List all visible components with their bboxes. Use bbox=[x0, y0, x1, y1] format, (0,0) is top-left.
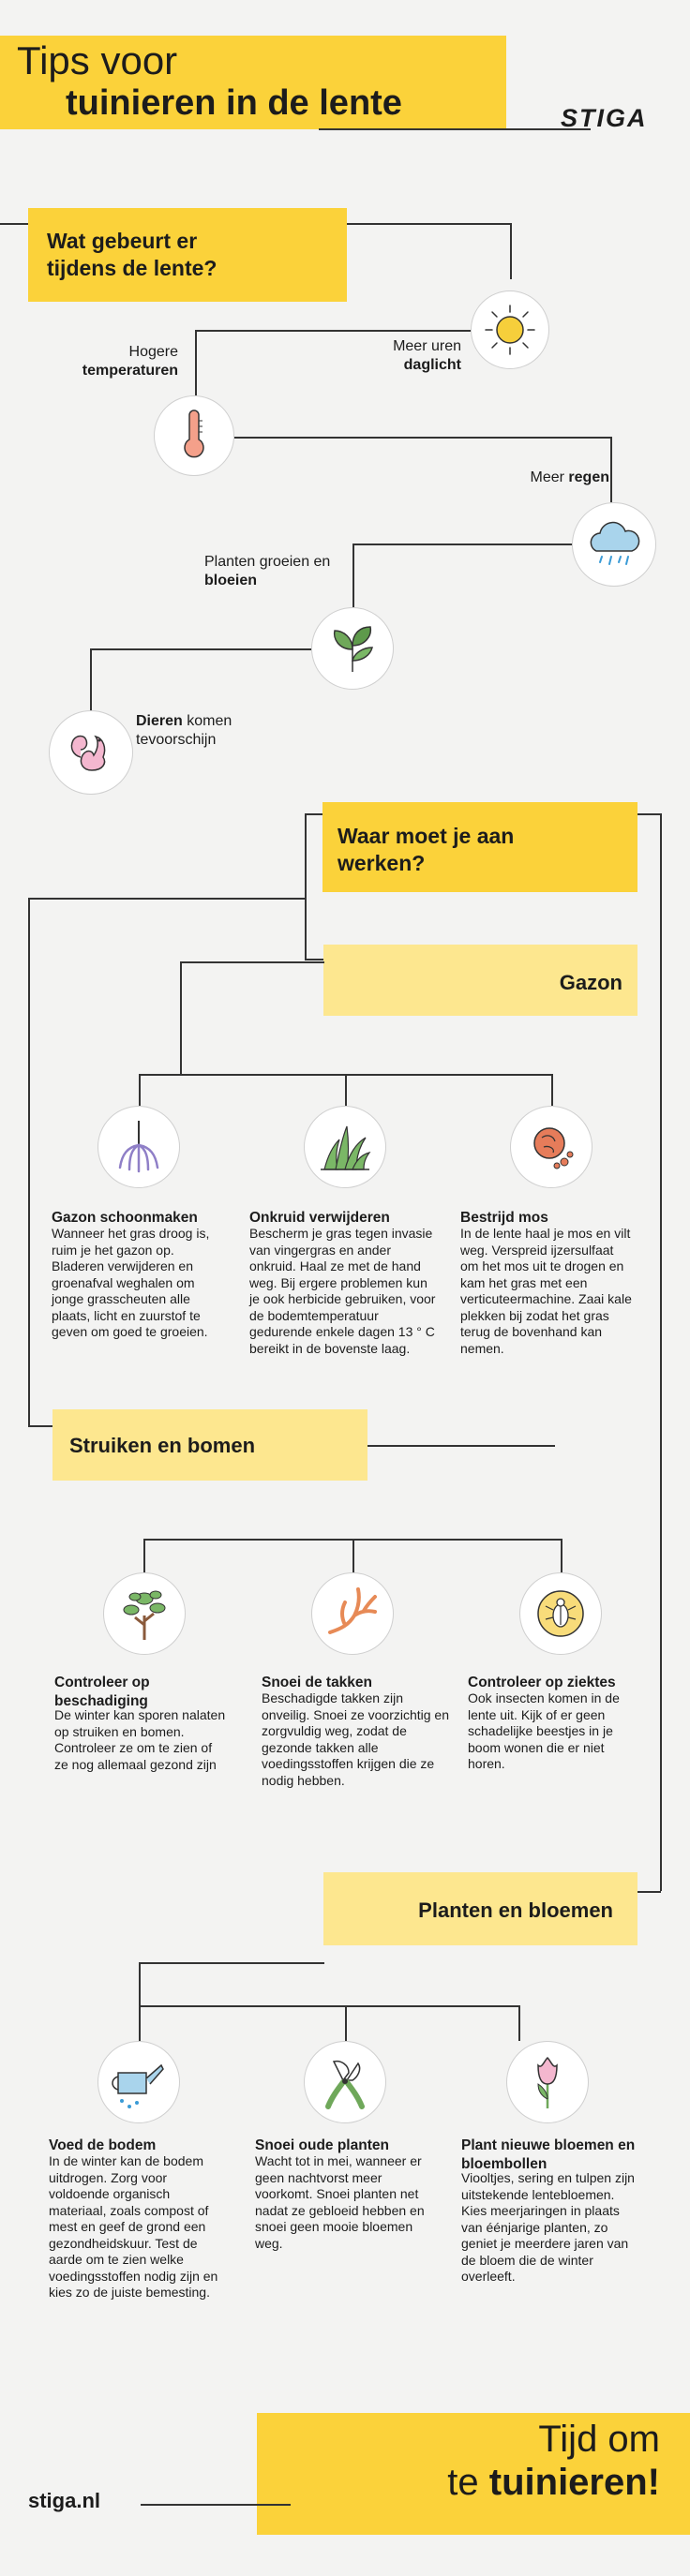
spring-heading: Wat gebeurt er tijdens de lente? bbox=[47, 229, 218, 280]
connector bbox=[139, 1962, 324, 1964]
spring-plants-label: Planten groeien en bloeien bbox=[204, 554, 331, 588]
spring-daylight-label: Meer uren daglicht bbox=[393, 338, 461, 373]
connector bbox=[139, 1074, 141, 1106]
sun-icon bbox=[480, 300, 540, 360]
connector bbox=[234, 437, 611, 439]
connector bbox=[551, 1074, 553, 1106]
lawn-tip-text: Bescherm je gras tegen invasie van vingergras en ander onkruid. Haal ze met de hand weg. Bij ergere problemen kun je ook herbicide gebruiken, voor de bodemtemperatuur gedurende enkele dagen 13 ° C bereikt in de bovenste laag. bbox=[249, 1226, 436, 1356]
connector bbox=[90, 648, 92, 712]
header-rule bbox=[319, 128, 591, 130]
squirrel-icon bbox=[60, 722, 122, 783]
rake-icon bbox=[109, 1117, 169, 1177]
connector bbox=[28, 898, 30, 1426]
plants-tip-title: Snoei oude planten bbox=[255, 2137, 389, 2153]
plants-tip-text: In de winter kan de bodem uitdrogen. Zorg voor voldoende organisch materiaal, zoals compost of mest en geef de grond een gezondheidskuur. Test de aarde om te zien welke voedingsstoffen nodig zijn en kies zo de juiste bemesting. bbox=[49, 2153, 218, 2300]
connector bbox=[28, 1425, 54, 1427]
tulip-circle bbox=[506, 2041, 589, 2123]
watering-can-icon bbox=[109, 2052, 169, 2112]
connector bbox=[139, 1962, 141, 2041]
thermometer-icon bbox=[166, 408, 222, 464]
sun-circle bbox=[471, 290, 549, 369]
plants-tip-text: Viooltjes, sering en tulpen zijn uitstekende lentebloemen. Kies meerjaringen in plaats van éénjarige planten, zo geniet je meerdere jaren van de bloem die de winter overleeft. bbox=[461, 2170, 635, 2284]
connector bbox=[368, 1445, 555, 1447]
connector bbox=[518, 2005, 520, 2041]
plants-tip-title: Plant nieuwe bloemen en bloembollen bbox=[461, 2137, 636, 2172]
connector bbox=[352, 1539, 354, 1572]
plants-tip-title: Voed de bodem bbox=[49, 2137, 157, 2153]
connector bbox=[180, 961, 182, 1074]
connector bbox=[195, 330, 197, 395]
connector bbox=[28, 898, 306, 900]
lawn-tip-text: In de lente haal je mos en vilt weg. Verspreid ijzersulfaat om het mos uit te drogen en kam het gras met een verticuteermachine. Zaai kale plekken bij zodat het gras terug de bovenhand kan nemen. bbox=[460, 1226, 632, 1356]
tree-circle bbox=[103, 1572, 186, 1655]
weed-icon bbox=[315, 1117, 375, 1177]
weed-circle bbox=[304, 1106, 386, 1188]
connector bbox=[180, 961, 324, 963]
branch-circle bbox=[311, 1572, 394, 1655]
rake-circle bbox=[98, 1106, 180, 1188]
footer-cta-line1: Tijd om bbox=[538, 2419, 660, 2460]
thermometer-circle bbox=[154, 395, 234, 476]
rain-cloud-icon bbox=[583, 514, 645, 575]
plants-tip-text: Wacht tot in mei, wanneer er geen nachtvorst meer voorkomt. Snoei planten net nadat ze gebloeid hebben en snoei geen mooie bloemen weg. bbox=[255, 2153, 425, 2251]
pruner-icon bbox=[315, 2052, 375, 2112]
shrubs-tip-title: Snoei de takken bbox=[262, 1675, 373, 1690]
pruner-circle bbox=[304, 2041, 386, 2123]
connector bbox=[352, 543, 572, 545]
spring-temperature-label: Hogere temperaturen bbox=[82, 344, 178, 379]
rain-circle bbox=[572, 502, 656, 587]
brand-logo: STIGA bbox=[561, 104, 648, 132]
lawn-heading: Gazon bbox=[559, 971, 622, 994]
lawn-tip-title: Onkruid verwijderen bbox=[249, 1210, 390, 1226]
spring-rain-label: Meer regen bbox=[530, 469, 609, 485]
squirrel-circle bbox=[49, 710, 133, 795]
lawn-tip-text: Wanneer het gras droog is, ruim je het gazon op. Bladeren verwijderen en groenafval weghalen om jonge grasscheuten alle plaats, licht en zuurstof te geven om goed te groeien. bbox=[52, 1226, 210, 1339]
footer-website-link[interactable]: stiga.nl bbox=[28, 2489, 101, 2512]
lawn-tip-title: Gazon schoonmaken bbox=[52, 1210, 198, 1226]
connector bbox=[510, 223, 512, 279]
header-title-line2: tuinieren in de lente bbox=[66, 83, 402, 123]
connector bbox=[345, 1074, 347, 1106]
connector bbox=[610, 437, 612, 502]
connector bbox=[305, 959, 325, 960]
connector bbox=[638, 1891, 661, 1893]
connector bbox=[90, 648, 311, 650]
tulip-icon bbox=[518, 2052, 578, 2112]
connector bbox=[345, 2005, 347, 2041]
connector bbox=[561, 1539, 562, 1572]
bug-icon bbox=[531, 1584, 591, 1644]
leaves-circle bbox=[311, 607, 394, 690]
lawn-tip-title: Bestrijd mos bbox=[460, 1210, 548, 1226]
shrubs-tip-text: Beschadigde takken zijn onveilig. Snoei ze voorzichtig en zorgvuldig weg, zodat de gezonde takken alle voedingsstoffen krijgen die ze nodig hebben. bbox=[262, 1690, 450, 1788]
footer-cta-line2: te tuinieren! bbox=[447, 2462, 660, 2503]
spring-animals-label: Dieren komen tevoorschijn bbox=[136, 713, 232, 748]
connector bbox=[195, 330, 471, 332]
plants-heading: Planten en bloemen bbox=[418, 1898, 613, 1922]
header-title-line1: Tips voor bbox=[17, 38, 178, 82]
connector bbox=[305, 813, 307, 960]
moss-icon bbox=[521, 1117, 581, 1177]
shrubs-tip-title: Controleer op ziektes bbox=[468, 1675, 616, 1690]
shrubs-heading: Struiken en bomen bbox=[69, 1434, 256, 1457]
shrubs-tip-title: Controleer op beschadiging bbox=[54, 1675, 150, 1709]
leaves-icon bbox=[322, 618, 383, 679]
connector bbox=[143, 1539, 145, 1572]
branch-icon bbox=[322, 1584, 382, 1644]
shrubs-tip-text: Ook insecten komen in de lente uit. Kijk of er geen schadelijke beestjes in je boom wonen die er niet horen. bbox=[468, 1690, 620, 1771]
work-heading: Waar moet je aan werken? bbox=[338, 824, 515, 875]
connector bbox=[352, 543, 354, 607]
footer-rule bbox=[141, 2504, 291, 2506]
shrubs-tip-text: De winter kan sporen nalaten op struiken en bomen. Controleer ze om te zien of ze nog allemaal gezond zijn bbox=[54, 1707, 226, 1772]
moss-circle bbox=[510, 1106, 592, 1188]
tree-icon bbox=[114, 1584, 174, 1644]
connector bbox=[660, 813, 662, 1891]
connector bbox=[139, 2005, 519, 2007]
watering-can-circle bbox=[98, 2041, 180, 2123]
bug-circle bbox=[519, 1572, 602, 1655]
